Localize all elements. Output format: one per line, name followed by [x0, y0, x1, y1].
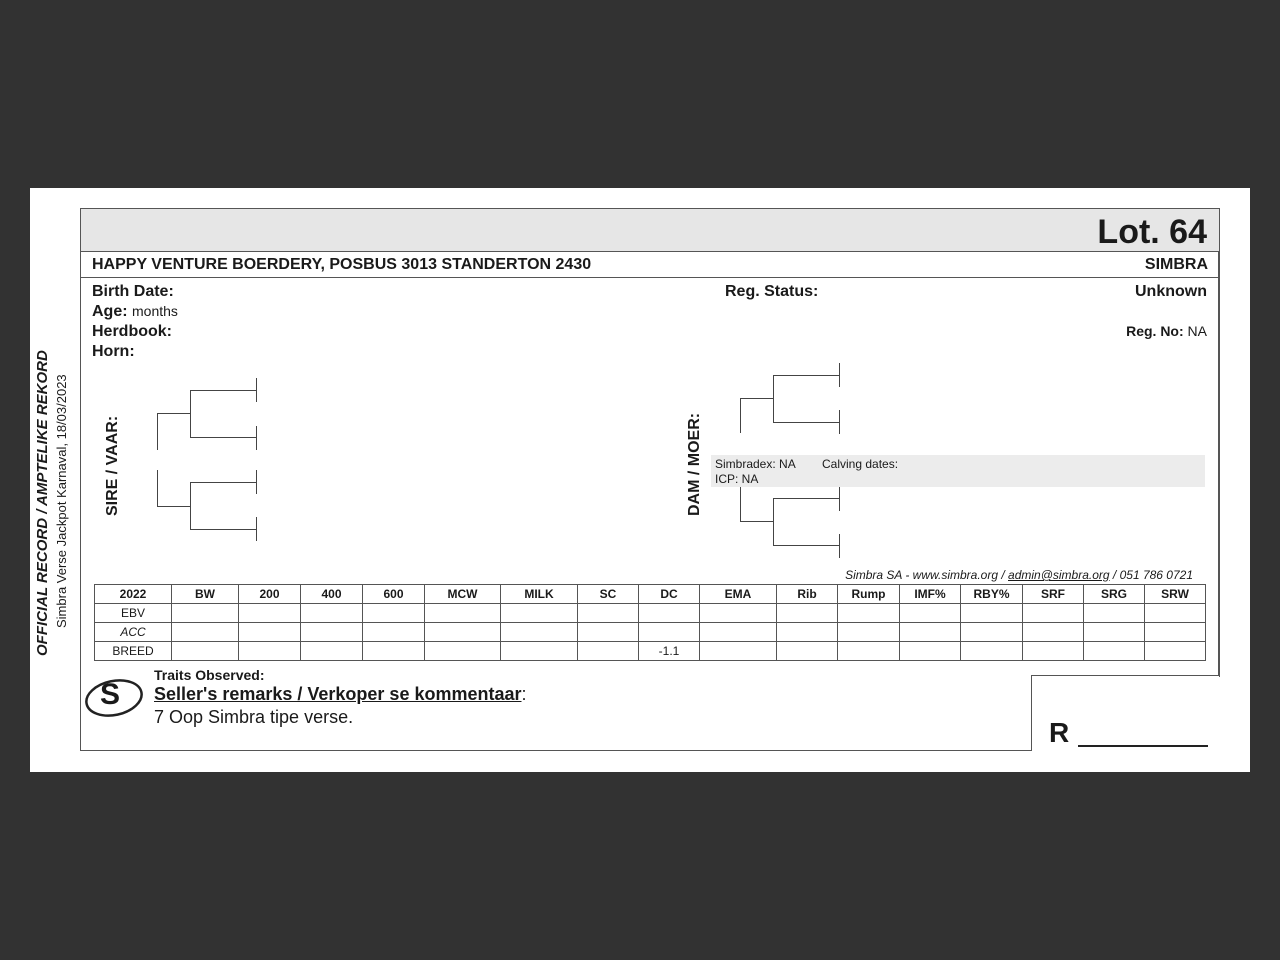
seller-row — [81, 252, 1219, 278]
ebv-cell — [700, 623, 777, 642]
ebv-table — [94, 584, 1206, 661]
breeding-info-box — [711, 455, 1205, 487]
simbra-logo — [82, 676, 146, 724]
ebv-cell — [900, 623, 961, 642]
ebv-cell — [239, 604, 301, 623]
ebv-header-cell: Rump — [838, 585, 900, 604]
ebv-cell — [639, 623, 700, 642]
ebv-cell — [578, 623, 639, 642]
ebv-cell — [425, 642, 501, 661]
ebv-cell — [425, 604, 501, 623]
ebv-header-cell: BW — [172, 585, 239, 604]
icp-value: ICP: NA — [715, 472, 759, 486]
ebv-cell — [239, 642, 301, 661]
herdbook-label: Herdbook: — [92, 323, 172, 340]
remarks-colon: : — [521, 684, 527, 704]
ebv-row — [95, 642, 1206, 661]
price-box-divider — [1031, 675, 1032, 751]
ebv-header-cell: MILK — [501, 585, 578, 604]
ebv-cell — [700, 604, 777, 623]
lot-sheet — [30, 188, 1250, 772]
ebv-cell — [777, 604, 838, 623]
ebv-cell — [777, 642, 838, 661]
ebv-cell — [578, 642, 639, 661]
remarks-label: Seller's remarks / Verkoper se kommentaar — [154, 684, 522, 704]
frame-right — [1218, 208, 1219, 676]
ebv-header-cell: Rib — [777, 585, 838, 604]
ebv-header-cell: EMA — [700, 585, 777, 604]
ebv-cell — [1084, 642, 1145, 661]
ebv-cell — [1023, 604, 1084, 623]
breed-name: SIMBRA — [1144, 256, 1208, 273]
ebv-cell — [172, 642, 239, 661]
ebv-cell — [838, 623, 900, 642]
reg-no-value: NA — [1187, 323, 1207, 339]
ebv-cell — [900, 642, 961, 661]
ebv-row-label: ACC — [95, 623, 172, 642]
ebv-cell — [301, 623, 363, 642]
ebv-row-label: EBV — [95, 604, 172, 623]
ebv-cell — [363, 623, 425, 642]
ebv-row — [95, 623, 1206, 642]
lot-number: Lot. 64 — [1097, 213, 1207, 251]
ebv-header-cell: 400 — [301, 585, 363, 604]
ebv-header-cell: SRG — [1084, 585, 1145, 604]
price-prefix: R — [1049, 717, 1070, 748]
ebv-header-cell: IMF% — [900, 585, 961, 604]
ebv-cell — [961, 604, 1023, 623]
ebv-cell — [363, 604, 425, 623]
ebv-header-cell: SRF — [1023, 585, 1084, 604]
price-input-line[interactable] — [1078, 745, 1208, 747]
reg-status-label: Reg. Status: — [725, 283, 819, 300]
ebv-header-cell: RBY% — [961, 585, 1023, 604]
ebv-header-cell: DC — [639, 585, 700, 604]
reg-status-value: Unknown — [1135, 283, 1207, 300]
ebv-cell — [838, 642, 900, 661]
birth-date-label: Birth Date: — [92, 283, 174, 300]
ebv-cell — [961, 642, 1023, 661]
ebv-cell — [961, 623, 1023, 642]
ebv-cell — [501, 642, 578, 661]
ebv-row-label: BREED — [95, 642, 172, 661]
simbradex-value: Simbradex: NA — [715, 457, 796, 471]
ebv-cell — [172, 604, 239, 623]
ebv-cell — [172, 623, 239, 642]
ebv-header-row — [95, 585, 1206, 604]
lot-bar — [81, 209, 1219, 252]
reg-no-label: Reg. No: — [1126, 323, 1184, 339]
seller-address: HAPPY VENTURE BOERDERY, POSBUS 3013 STANDERTON 2430 — [92, 256, 592, 273]
logo-letter: S — [100, 678, 121, 711]
ebv-cell — [501, 604, 578, 623]
frame-bottom — [80, 750, 1032, 751]
remarks-heading — [154, 684, 527, 705]
ebv-cell — [425, 623, 501, 642]
remarks-text: 7 Oop Simbra tipe verse. — [154, 707, 354, 727]
ebv-cell — [838, 604, 900, 623]
ebv-cell — [301, 642, 363, 661]
horn-label: Horn: — [92, 343, 135, 360]
ebv-header-cell: SRW — [1145, 585, 1206, 604]
age-label: Age: — [92, 303, 128, 320]
age-value: months — [132, 303, 178, 319]
sire-label: SIRE / VAAR: — [104, 415, 121, 516]
contact-website: Simbra SA - www.simbra.org / — [845, 568, 1005, 582]
ebv-cell — [1145, 623, 1206, 642]
ebv-cell — [1145, 642, 1206, 661]
ebv-cell — [777, 623, 838, 642]
contact-email-link[interactable]: admin@simbra.org — [1008, 568, 1110, 582]
reg-no-field — [1126, 323, 1207, 339]
ebv-cell — [700, 642, 777, 661]
traits-observed-label: Traits Observed: — [154, 667, 265, 683]
ebv-cell — [1084, 604, 1145, 623]
ebv-cell — [639, 604, 700, 623]
ebv-cell — [363, 642, 425, 661]
ebv-cell — [1023, 623, 1084, 642]
ebv-cell — [1084, 623, 1145, 642]
ebv-cell — [239, 623, 301, 642]
ebv-row — [95, 604, 1206, 623]
age-field — [92, 303, 178, 321]
ebv-cell — [301, 604, 363, 623]
price-box-top — [1031, 675, 1219, 676]
ebv-header-cell: 200 — [239, 585, 301, 604]
contact-line — [845, 568, 1193, 582]
ebv-header-cell: MCW — [425, 585, 501, 604]
calving-dates-label: Calving dates: — [822, 457, 899, 471]
ebv-cell — [1023, 642, 1084, 661]
ebv-cell — [578, 604, 639, 623]
ebv-header-cell: 600 — [363, 585, 425, 604]
ebv-cell — [501, 623, 578, 642]
ebv-header-cell: 2022 — [95, 585, 172, 604]
ebv-header-cell: SC — [578, 585, 639, 604]
ebv-cell — [1145, 604, 1206, 623]
dam-label: DAM / MOER: — [686, 412, 703, 516]
ebv-cell: -1.1 — [639, 642, 700, 661]
frame-left — [80, 676, 81, 751]
ebv-cell — [900, 604, 961, 623]
contact-phone: / 051 786 0721 — [1112, 568, 1193, 582]
official-record-label: OFFICIAL RECORD / AMPTELIKE REKORD — [34, 350, 51, 656]
event-label: Simbra Verse Jackpot Karnaval, 18/03/2023 — [54, 374, 69, 628]
